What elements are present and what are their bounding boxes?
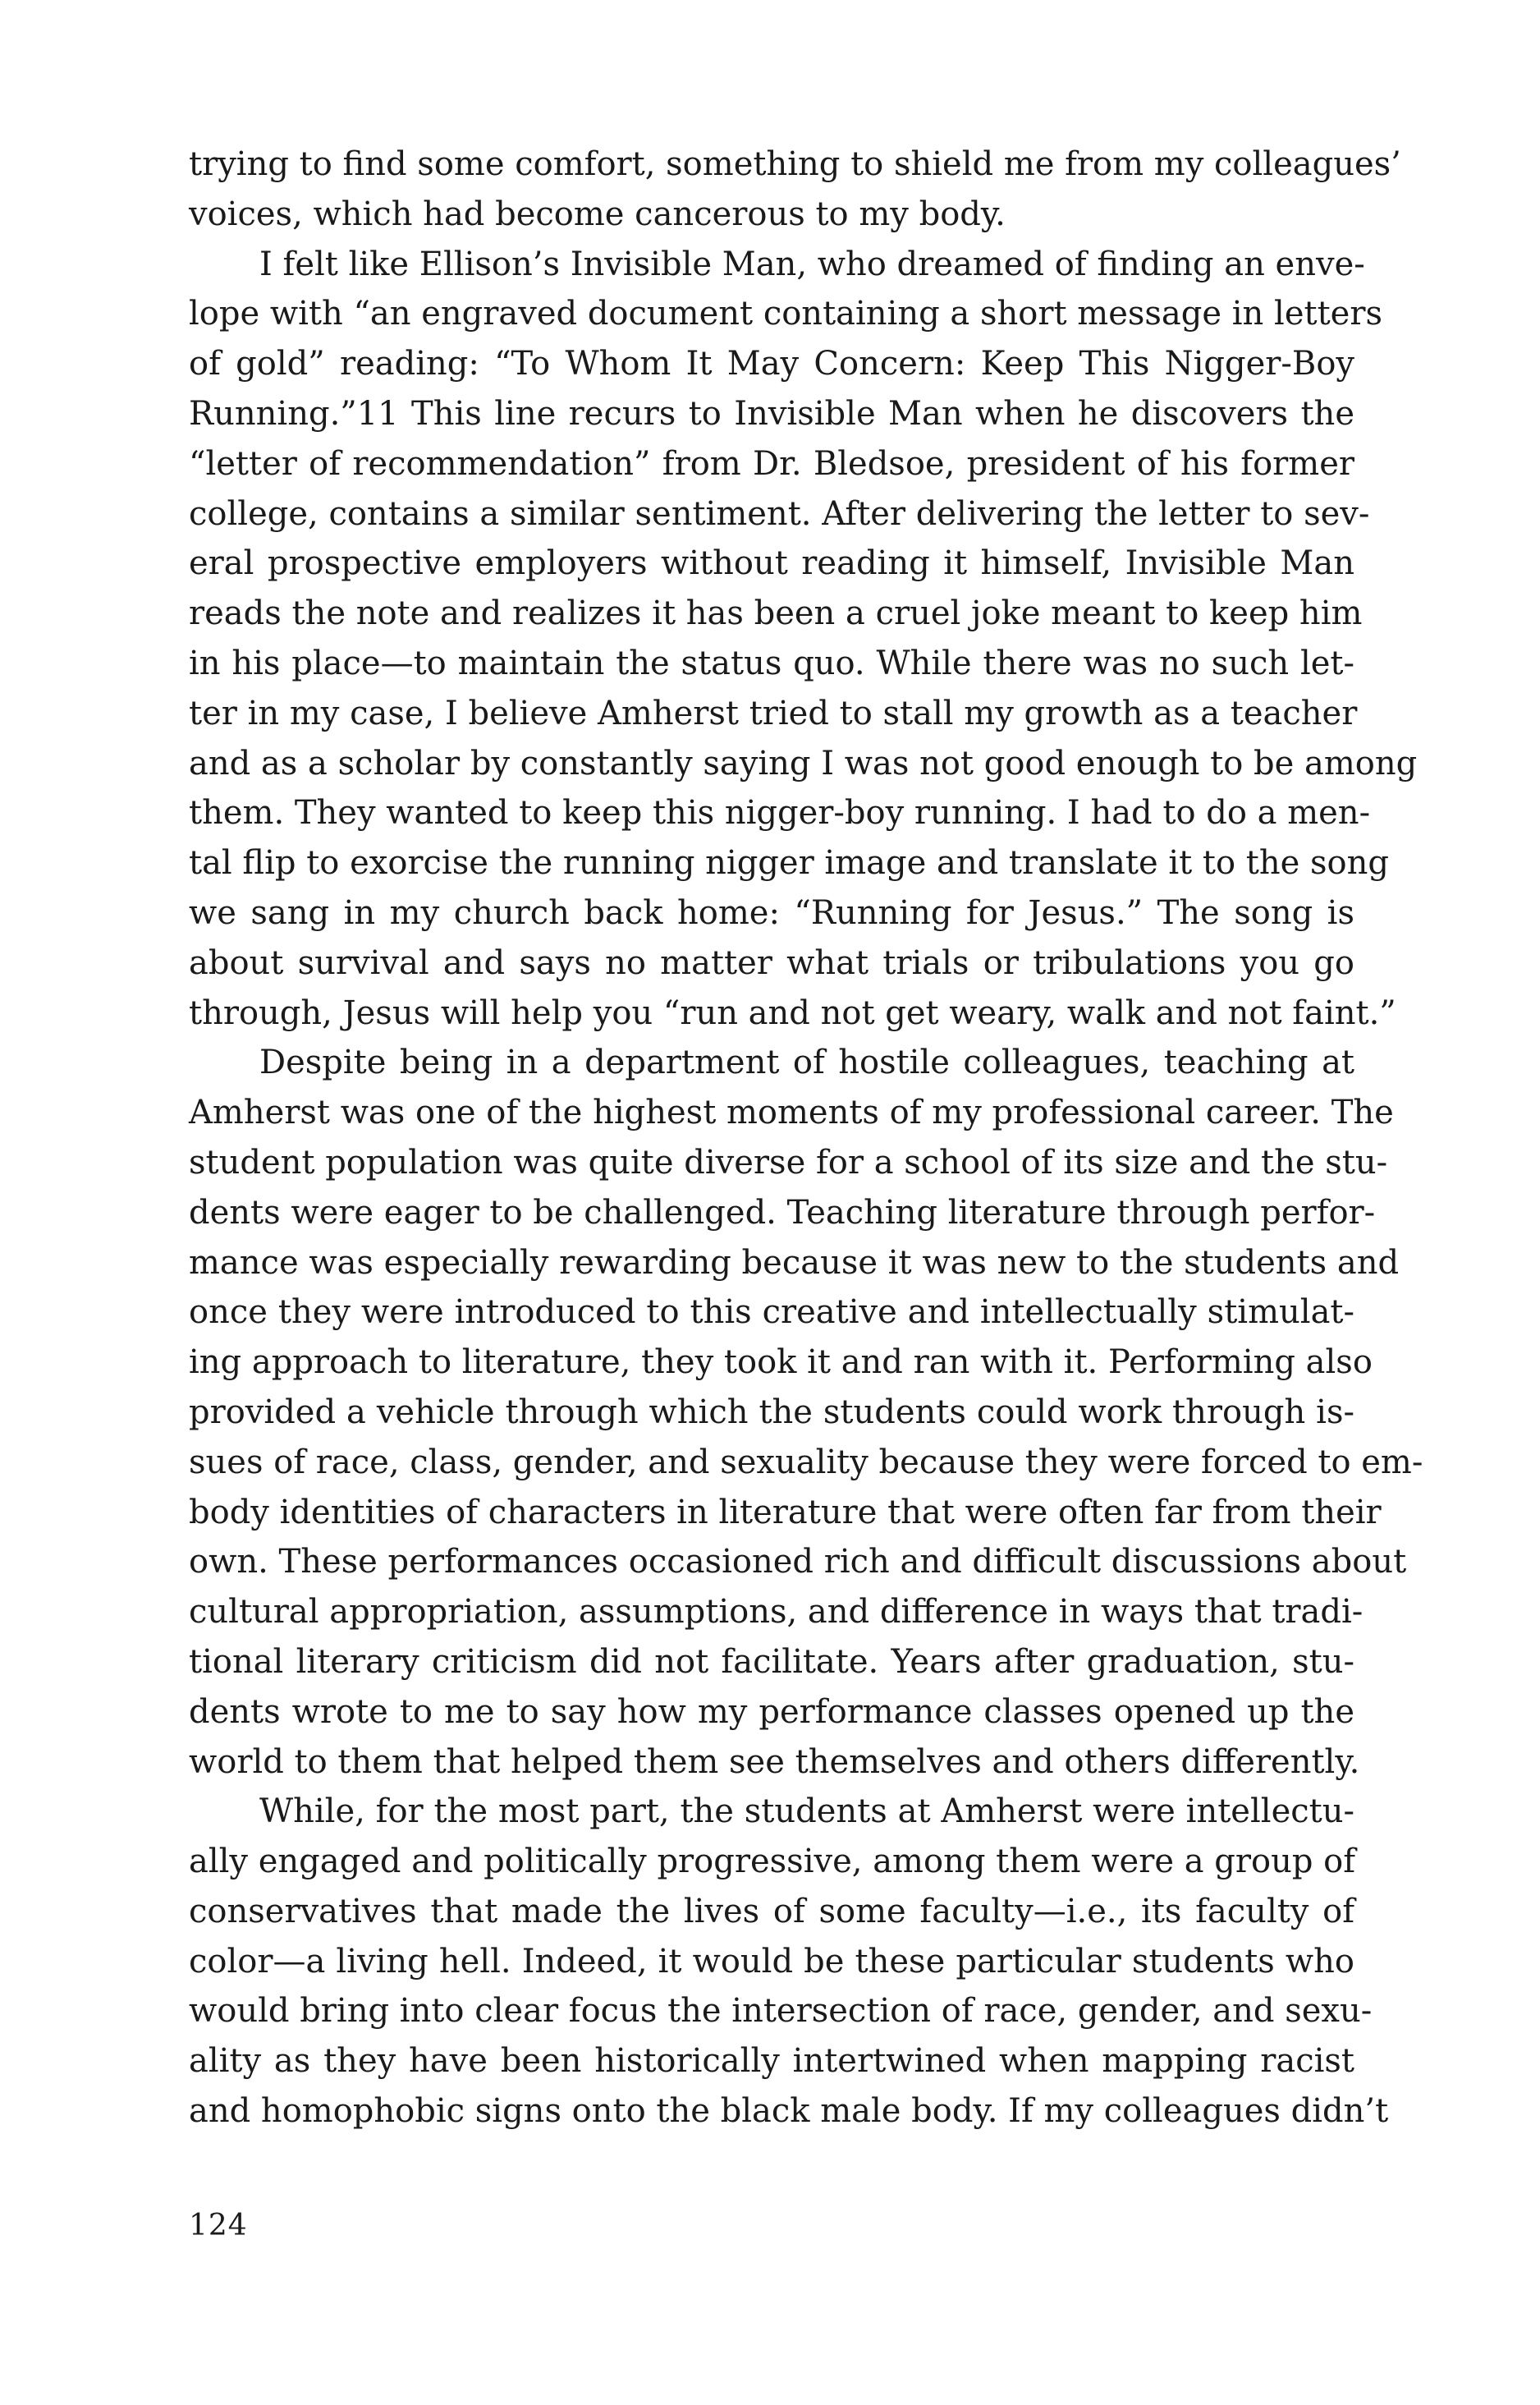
text-line: ality as they have been historically intertwined when mapping racist xyxy=(189,2042,1354,2081)
text-line: body identities of characters in literature that were often far from their xyxy=(189,1493,1382,1531)
paragraph-4 xyxy=(189,1787,1389,2137)
text-line: student population was quite diverse for a school of its size and the stu- xyxy=(189,1143,1388,1182)
text-line: in his place—to maintain the status quo. While there was no such let- xyxy=(189,644,1354,682)
text-line: I felt like Ellison’s Invisible Man, who dreamed of finding an enve- xyxy=(259,245,1365,283)
text-line: dents wrote to me to say how my performance classes opened up the xyxy=(189,1692,1354,1731)
text-line: about survival and says no matter what trials or tribulations you go xyxy=(189,943,1354,982)
text-line: sues of race, class, gender, and sexuality because they were forced to em- xyxy=(189,1443,1423,1481)
page-body xyxy=(189,140,1423,2137)
text-line: Amherst was one of the highest moments of my professional career. The xyxy=(189,1094,1394,1132)
text-line: provided a vehicle through which the students could work through is- xyxy=(189,1393,1354,1431)
text-line: voices, which had become cancerous to my body. xyxy=(189,195,1006,233)
paragraph-3 xyxy=(189,1038,1423,1787)
text-line: own. These performances occasioned rich and difficult discussions about xyxy=(189,1543,1407,1581)
text-line: Running.”11 This line recurs to Invisible Man when he discovers the xyxy=(189,394,1354,433)
text-line: “letter of recommendation” from Dr. Bledsoe, president of his former xyxy=(189,444,1354,483)
text-line: mance was especially rewarding because it was new to the students and xyxy=(189,1243,1400,1282)
page-number: 124 xyxy=(189,2209,248,2242)
paragraph-1 xyxy=(189,140,1401,240)
text-line: and as a scholar by constantly saying I was not good enough to be among xyxy=(189,744,1418,783)
text-line: lope with “an engraved document containing a short message in letters xyxy=(189,295,1382,333)
text-line: conservatives that made the lives of some faculty—i.e., its faculty of xyxy=(189,1892,1354,1930)
text-line: Despite being in a department of hostile colleagues, teaching at xyxy=(259,1044,1354,1082)
text-line: color—a living hell. Indeed, it would be these particular students who xyxy=(189,1942,1354,1980)
text-line: and homophobic signs onto the black male body. If my colleagues didn’t xyxy=(189,2092,1389,2131)
text-line: eral prospective employers without reading it himself, Invisible Man xyxy=(189,544,1354,583)
text-line: dents were eager to be challenged. Teaching literature through perfor- xyxy=(189,1193,1376,1232)
text-line: cultural appropriation, assumptions, and difference in ways that tradi- xyxy=(189,1593,1364,1632)
text-line: While, for the most part, the students at Amherst were intellectu- xyxy=(259,1792,1354,1831)
text-line: tional literary criticism did not facilitate. Years after graduation, stu- xyxy=(189,1642,1354,1681)
text-line: tal flip to exorcise the running nigger image and translate it to the song xyxy=(189,844,1389,883)
text-line: ter in my case, I believe Amherst tried to stall my growth as a teacher xyxy=(189,694,1358,732)
text-line: college, contains a similar sentiment. After delivering the letter to sev- xyxy=(189,494,1370,533)
text-line: we sang in my church back home: “Running for Jesus.” The song is xyxy=(189,893,1354,932)
text-line: would bring into clear focus the intersection of race, gender, and sexu- xyxy=(189,1992,1373,2031)
text-line: trying to find some comfort, something to shield me from my colleagues’ xyxy=(189,145,1401,183)
paragraph-2 xyxy=(189,240,1418,1039)
text-line: reads the note and realizes it has been a cruel joke meant to keep him xyxy=(189,594,1363,633)
text-line: world to them that helped them see themselves and others differently. xyxy=(189,1742,1360,1781)
text-line: of gold” reading: “To Whom It May Concern: Keep This Nigger-Boy xyxy=(189,345,1354,383)
text-line: through, Jesus will help you “run and not get weary, walk and not faint.” xyxy=(189,994,1396,1032)
text-line: them. They wanted to keep this nigger-boy running. I had to do a men- xyxy=(189,794,1371,833)
text-line: ally engaged and politically progressive, among them were a group of xyxy=(189,1843,1356,1881)
text-line: once they were introduced to this creative and intellectually stimulat- xyxy=(189,1293,1354,1332)
text-line: ing approach to literature, they took it and ran with it. Performing also xyxy=(189,1343,1373,1382)
